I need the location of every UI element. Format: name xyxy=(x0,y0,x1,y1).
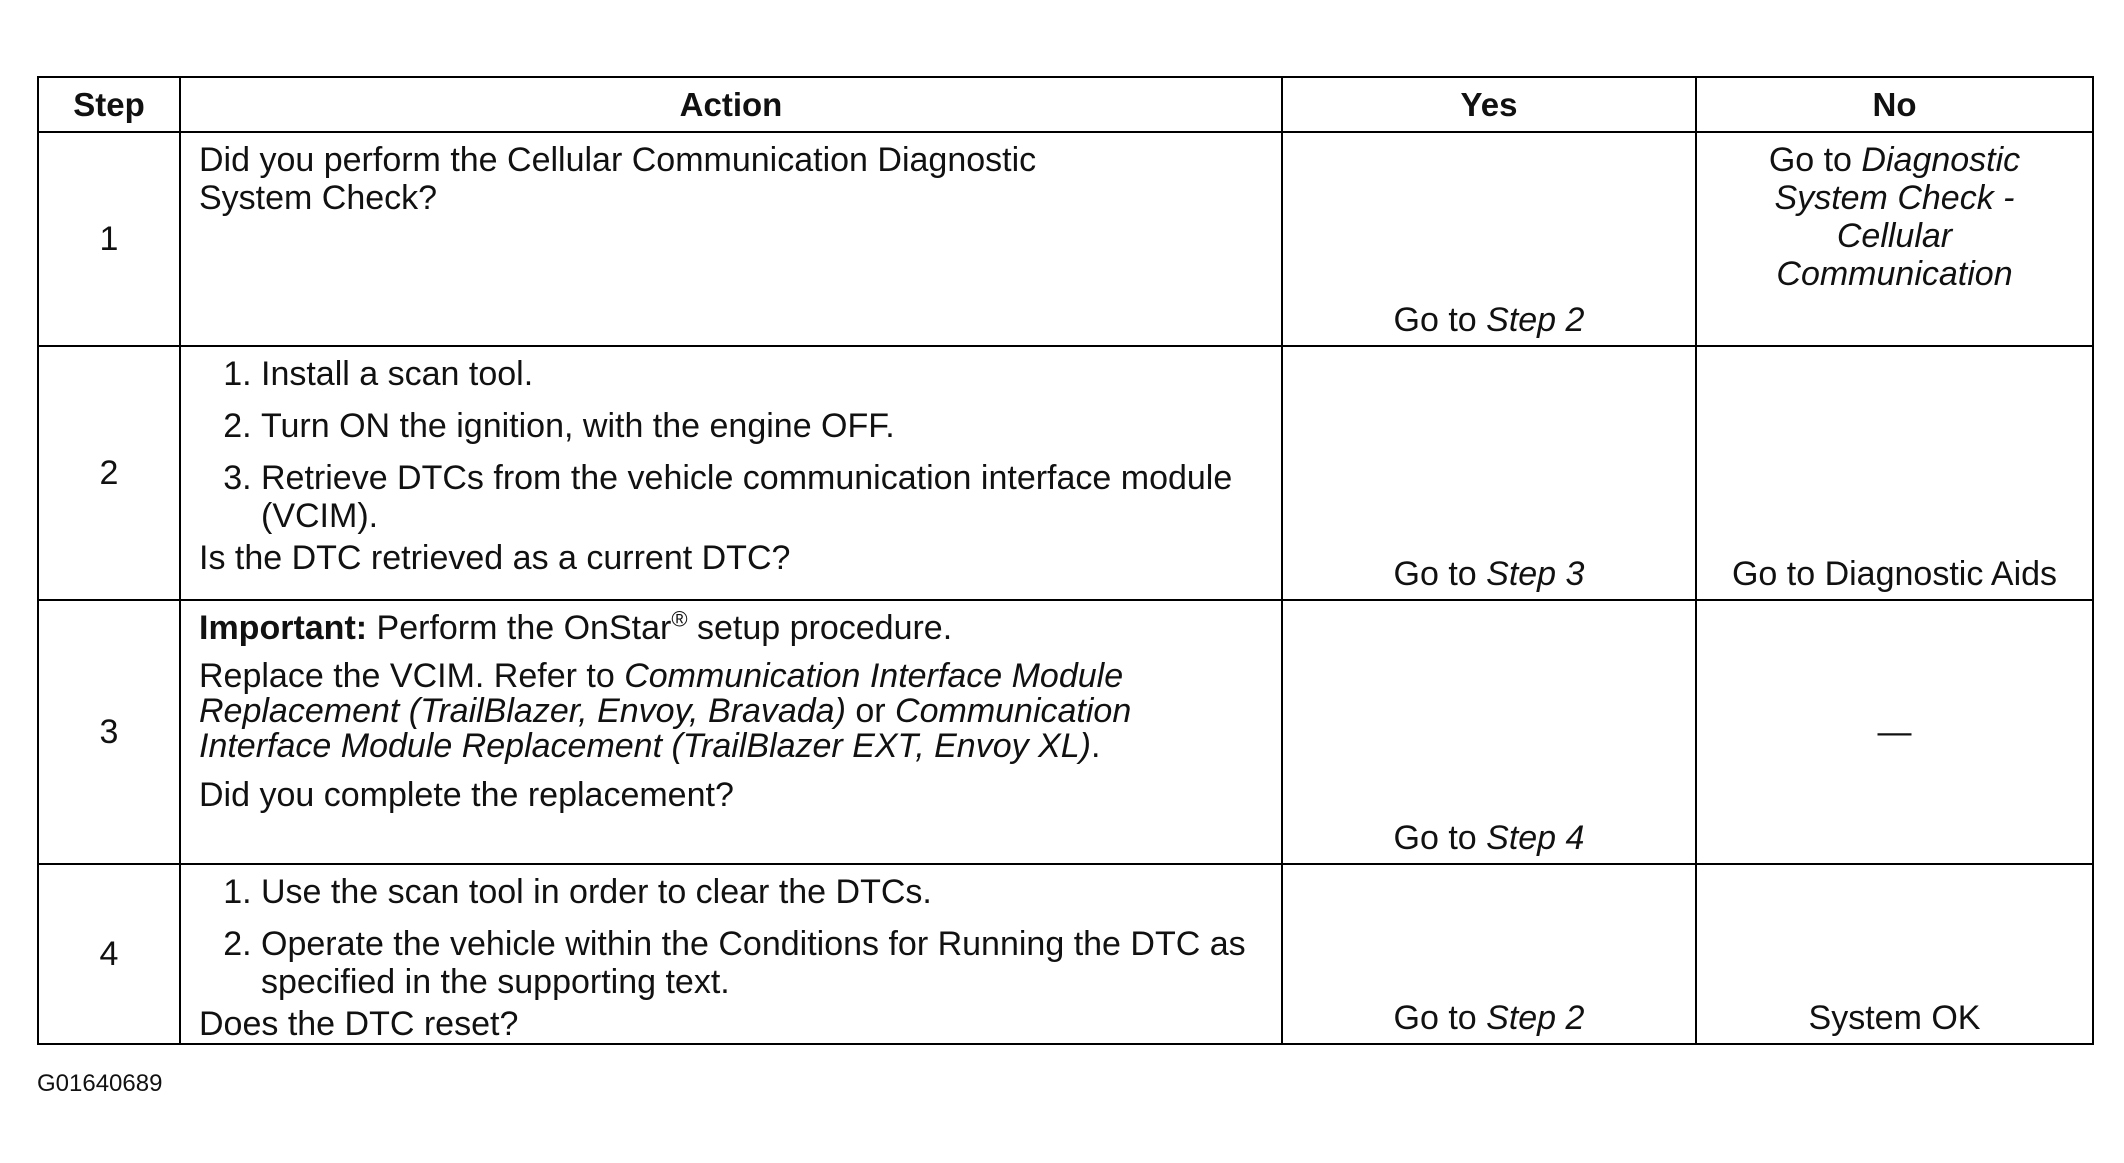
important-label: Important: xyxy=(199,609,368,647)
action-question: Did you complete the replacement? xyxy=(199,776,734,814)
yes-prefix: Go to xyxy=(1393,555,1487,593)
important-note xyxy=(199,606,1263,647)
yes-prefix: Go to xyxy=(1393,301,1487,339)
no-reference-link[interactable]: Diagnostic System Check - Cellular Communication xyxy=(1774,141,2021,293)
reference-link-2[interactable]: Communication Interface Module Replacement (TrailBlazer EXT, Envoy XL) xyxy=(199,692,1132,765)
no-cell xyxy=(1696,132,2093,346)
no-cell xyxy=(1696,864,2093,1044)
table-row-step-2 xyxy=(38,346,2093,600)
yes-step-link[interactable]: Step 4 xyxy=(1486,819,1585,857)
step-number: 4 xyxy=(38,864,180,1044)
no-text: Go to Diagnostic Aids xyxy=(1731,555,2058,593)
replace-end: . xyxy=(1090,727,1101,765)
replace-or: or xyxy=(845,692,896,730)
replace-instruction xyxy=(199,659,1263,764)
table-header-row xyxy=(38,77,2093,132)
yes-cell xyxy=(1282,132,1696,346)
action-question: Does the DTC reset? xyxy=(199,1005,519,1043)
list-item: 3. Retrieve DTCs from the vehicle communication interface module (VCIM). xyxy=(261,459,1263,535)
yes-step-link[interactable]: Step 2 xyxy=(1486,999,1585,1037)
list-item: 2. Turn ON the ignition, with the engine OFF. xyxy=(261,407,1263,445)
diagnostic-table xyxy=(37,76,2094,1045)
no-text: System OK xyxy=(1808,999,1981,1037)
step-number: 3 xyxy=(38,600,180,864)
header-no: No xyxy=(1696,77,2093,132)
action-cell xyxy=(180,864,1282,1044)
action-cell xyxy=(180,132,1282,346)
yes-cell xyxy=(1282,346,1696,600)
yes-prefix: Go to xyxy=(1393,819,1487,857)
yes-prefix: Go to xyxy=(1393,999,1487,1037)
action-cell xyxy=(180,346,1282,600)
action-steps-list xyxy=(199,873,1263,1001)
header-action: Action xyxy=(180,77,1282,132)
registered-mark: ® xyxy=(671,606,688,632)
action-question: Is the DTC retrieved as a current DTC? xyxy=(199,539,791,577)
list-item: 1. Install a scan tool. xyxy=(261,355,1263,393)
table-row-step-1 xyxy=(38,132,2093,346)
diagnostic-table-container xyxy=(37,76,2092,1047)
yes-step-link[interactable]: Step 3 xyxy=(1486,555,1585,593)
figure-id: G01640689 xyxy=(37,1070,163,1097)
list-item: 1. Use the scan tool in order to clear the DTCs. xyxy=(261,873,1263,911)
step-number: 1 xyxy=(38,132,180,346)
important-text: Perform the OnStar xyxy=(367,609,672,647)
important-tail: setup procedure. xyxy=(687,609,953,647)
action-cell xyxy=(180,600,1282,864)
no-prefix: Go to xyxy=(1768,141,1862,179)
list-item: 2. Operate the vehicle within the Conditions for Running the DTC as specified in the supporting text. xyxy=(261,925,1263,1001)
table-row-step-4 xyxy=(38,864,2093,1044)
table-row-step-3 xyxy=(38,600,2093,864)
action-text: Did you perform the Cellular Communication Diagnostic System Check? xyxy=(199,141,1037,217)
header-step: Step xyxy=(38,77,180,132)
step-number: 2 xyxy=(38,346,180,600)
yes-cell xyxy=(1282,864,1696,1044)
replace-prefix: Replace the VCIM. Refer to xyxy=(199,657,625,695)
no-cell xyxy=(1696,600,2093,864)
action-steps-list xyxy=(199,355,1263,535)
yes-step-link[interactable]: Step 2 xyxy=(1486,301,1585,339)
header-yes: Yes xyxy=(1282,77,1696,132)
no-cell xyxy=(1696,346,2093,600)
yes-cell xyxy=(1282,600,1696,864)
reference-link-1[interactable]: Communication Interface Module Replacement (TrailBlazer, Envoy, Bravada) xyxy=(199,657,1124,730)
no-text: — xyxy=(1877,713,1912,751)
